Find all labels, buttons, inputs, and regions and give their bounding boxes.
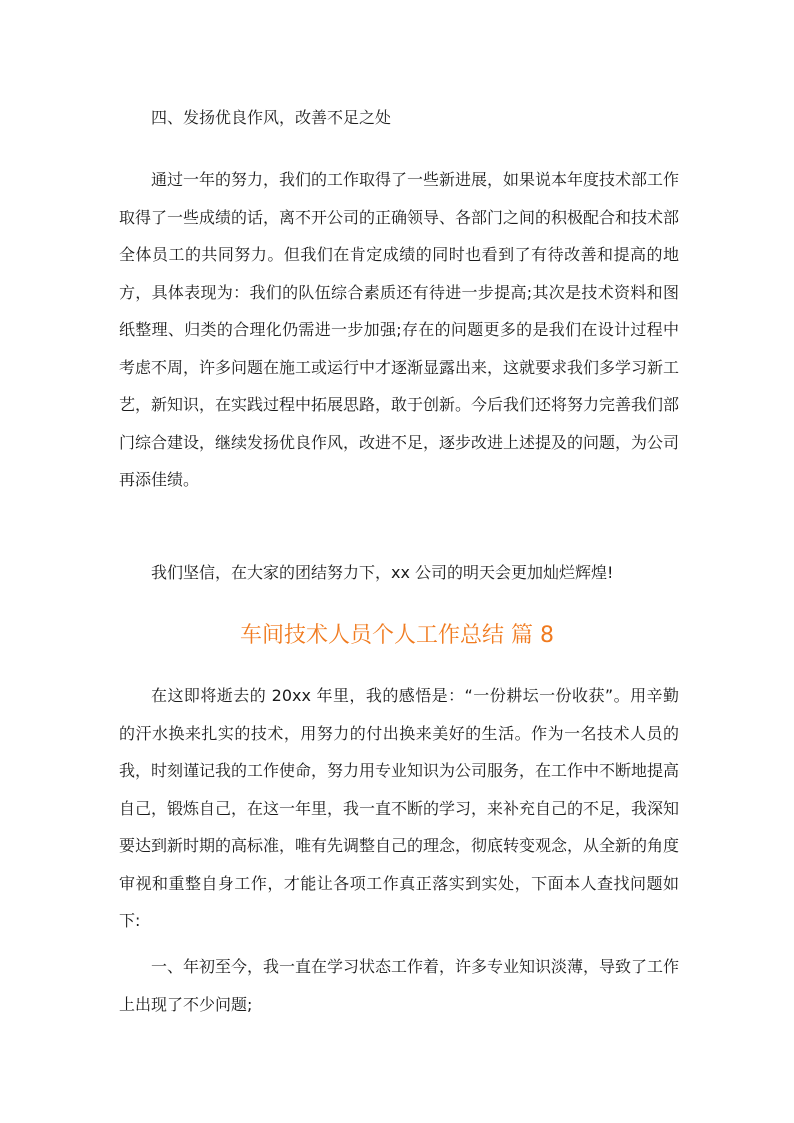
body-paragraph: 在这即将逝去的 20xx 年里，我的感悟是：“一份耕坛一份收获”。用辛勤的汗水换来扎实的技术，用努力的付出换来美好的生活。作为一名技术人员的我，时刻谨记我的工作使命，努力用专业知识为公司服务，在工作中不断地提高自己，锻炼自己，在这一年里，我一直不断的学习，来补充自己的不足，我深知要达到新时期的高标准，唯有先调整自己的理念，彻底转变观念，从全新的角度审视和重整自身工作，才能让各项工作真正落实到实处，下面本人查找问题如下: (119, 686, 680, 930)
article-title: 车间技术人员个人工作总结 篇 8 (240, 623, 554, 648)
body-paragraph: 通过一年的努力，我们的工作取得了一些新进展，如果说本年度技术部工作取得了一些成绩的话，离不开公司的正确领导、各部门之间的积极配合和技术部全体员工的共同努力。但我们在肯定成绩的同时也看到了有待改善和提高的地方，具体表现为：我们的队伍综合素质还有待进一步提高;其次是技术资料和图纸整理、归类的合理化仍需进一步加强;存在的问题更多的是我们在设计过程中考虑不周，许多问题在施工或运行中才逐渐显露出来，这就要求我们多学习新工艺，新知识，在实践过程中拓展思路，敢于创新。今后我们还将努力完善我们部门综合建设，继续发扬优良作风，改进不足，逐步改进上述提及的问题，为公司再添佳绩。 (119, 170, 680, 489)
section-heading: 四、发扬优良作风，改善不足之处 (151, 108, 392, 127)
body-paragraph: 我们坚信，在大家的团结努力下，xx 公司的明天会更加灿烂辉煌! (151, 563, 614, 582)
body-paragraph: 一、年初至今，我一直在学习状态工作着，许多专业知识淡薄，导致了工作上出现了不少问题; (119, 957, 680, 1014)
